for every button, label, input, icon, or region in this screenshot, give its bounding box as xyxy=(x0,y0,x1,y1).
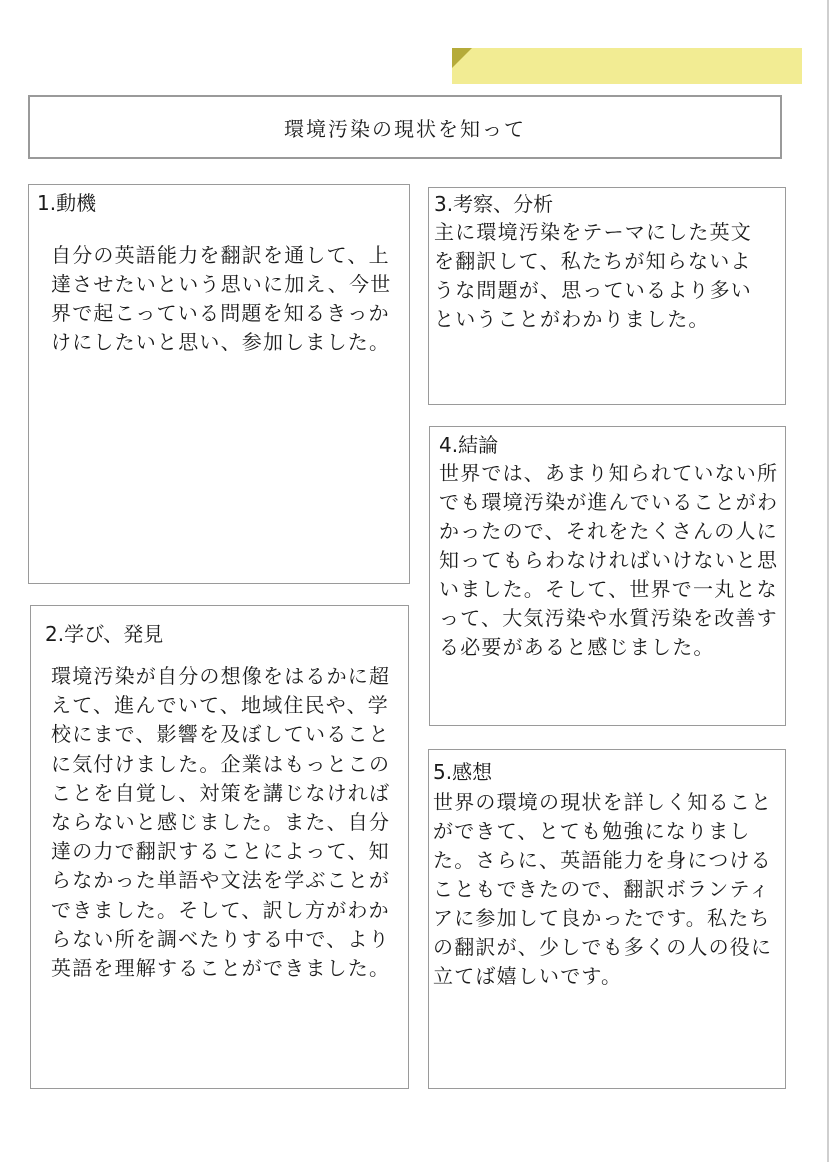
section-heading: 5.感想 xyxy=(433,760,493,784)
page-edge xyxy=(827,0,829,1162)
section-motivation xyxy=(28,184,410,584)
section-impressions xyxy=(428,749,786,1089)
section-body: 世界では、あまり知られていない所でも環境汚染が進んでいることがわかったので、それをたくさんの人に知ってもらわなければいけないと思いました。そして、世界で一丸となって、大気汚染や水質汚染を改善する必要があると感じました。 xyxy=(439,461,779,659)
section-body: 世界の環境の現状を詳しく知ることができて、とても勉強になりました。さらに、英語能力を身につけることもできたので、翻訳ボランティアに参加して良かったです。私たちの翻訳が、少しでも多くの人の役に立てば嬉しいです。 xyxy=(433,790,773,988)
page-title: 環境汚染の現状を知って xyxy=(284,116,526,141)
section-heading: 3.考察、分析 xyxy=(434,192,554,216)
section-body: 環境汚染が自分の想像をはるかに超えて、進んでいて、地域住民や、学校にまで、影響を及ぼしていることに気付けました。企業はもっとこのことを自覚し、対策を講じなければならないと感じました。また、自分達の力で翻訳することによって、知らなかった単語や文法を学ぶことができました。そして、訳し方がわからない所を調べたりする中で、より英語を理解することができました。 xyxy=(51,664,391,981)
section-body: 自分の英語能力を翻訳を通して、上達させたいという思いに加え、今世界で起こっている問題を知るきっかけにしたいと思い、参加しました。 xyxy=(51,243,392,354)
header-tab-fold xyxy=(452,48,472,68)
section-heading: 1.動機 xyxy=(37,191,97,215)
header-tab xyxy=(452,48,802,84)
title-box xyxy=(28,95,782,159)
section-learning xyxy=(30,605,409,1089)
section-heading: 4.結論 xyxy=(439,433,499,457)
section-body: 主に環境汚染をテーマにした英文を翻訳して、私たちが知らないような問題が、思っているより多いということがわかりました。 xyxy=(434,220,752,331)
section-conclusion xyxy=(429,426,786,726)
section-analysis xyxy=(428,187,786,405)
section-heading: 2.学び、発見 xyxy=(45,622,164,646)
